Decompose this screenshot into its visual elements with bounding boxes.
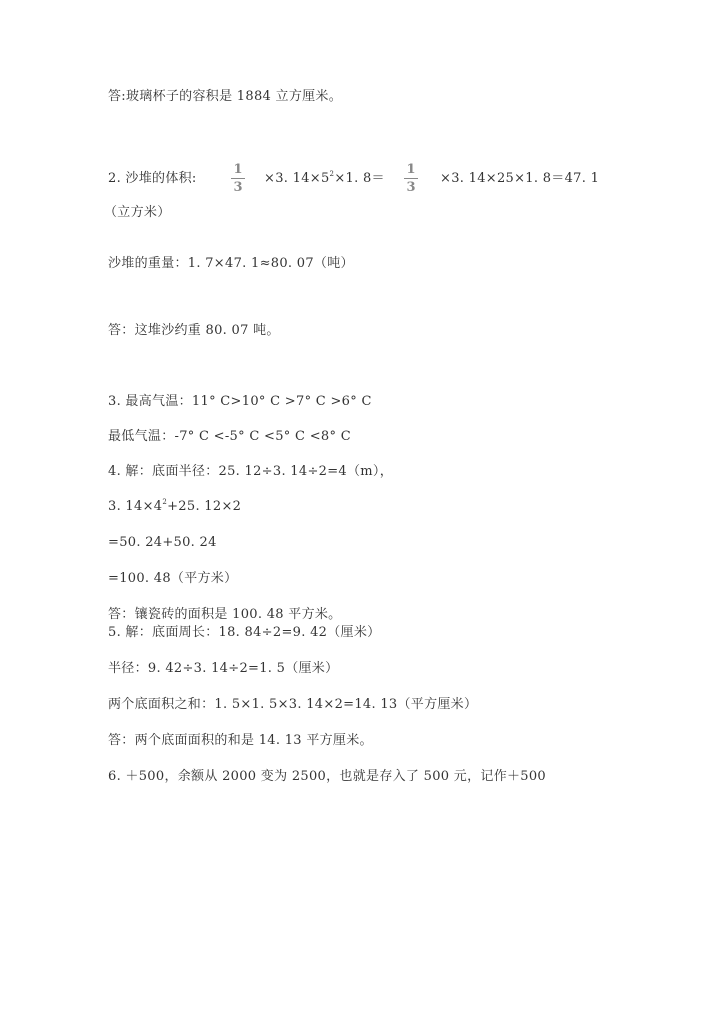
answer-q1: 答:玻璃杯子的容积是 1884 立方厘米。: [108, 89, 343, 104]
q3-high-temp: 3. 最高气温：11° C>10° C >7° C >6° C: [108, 394, 372, 409]
q6: 6. ＋500，余额从 2000 变为 2500，也就是存入了 500 元，记作＋500: [108, 769, 547, 784]
exponent: 2: [162, 498, 168, 506]
q5-perimeter: 5. 解：底面周长：18. 84÷2=9. 42（厘米）: [108, 625, 381, 640]
q5-answer: 答：两个底面面积的和是 14. 13 平方厘米。: [108, 733, 373, 748]
q3-low-temp: 最低气温：-7° C <-5° C <5° C <8° C: [108, 429, 351, 444]
fraction-denominator: 3: [406, 180, 416, 195]
fraction-one-third-2: [404, 162, 418, 195]
fraction-numerator: 1: [233, 162, 243, 177]
fraction-bar: [404, 178, 418, 179]
expr-part: ×1. 8＝: [334, 171, 385, 186]
exponent: 2: [329, 170, 335, 178]
q4-step: =50. 24+50. 24: [108, 535, 217, 550]
q2-answer: 答：这堆沙约重 80. 07 吨。: [108, 323, 280, 338]
fraction-one-third-1: [231, 162, 245, 195]
fraction-bar: [231, 178, 245, 179]
q4-result: =100. 48（平方米）: [108, 571, 238, 586]
q2-volume-expression-1: [264, 170, 385, 188]
expr-part: ×3. 14×5: [264, 171, 330, 186]
q5-area-sum: 两个底面积之和：1. 5×1. 5×3. 14×2=14. 13（平方厘米）: [108, 697, 478, 712]
q4-answer: 答：镶瓷砖的面积是 100. 48 平方米。: [108, 607, 342, 622]
fraction-numerator: 1: [406, 162, 416, 177]
q4-radius: 4. 解：底面半径：25. 12÷3. 14÷2=4（m），: [108, 464, 394, 479]
expr-part: +25. 12×2: [167, 499, 242, 514]
q2-volume-expression-2: ×3. 14×25×1. 8＝47. 1: [440, 171, 600, 186]
q2-unit: （立方米）: [104, 205, 171, 220]
q5-radius: 半径：9. 42÷3. 14÷2=1. 5（厘米）: [108, 661, 339, 676]
q2-weight: 沙堆的重量：1. 7×47. 1≈80. 07（吨）: [108, 256, 354, 271]
expr-part: 3. 14×4: [108, 499, 163, 514]
q4-expression: [108, 498, 241, 516]
fraction-denominator: 3: [233, 180, 243, 195]
q2-label: 2. 沙堆的体积:: [108, 171, 197, 186]
